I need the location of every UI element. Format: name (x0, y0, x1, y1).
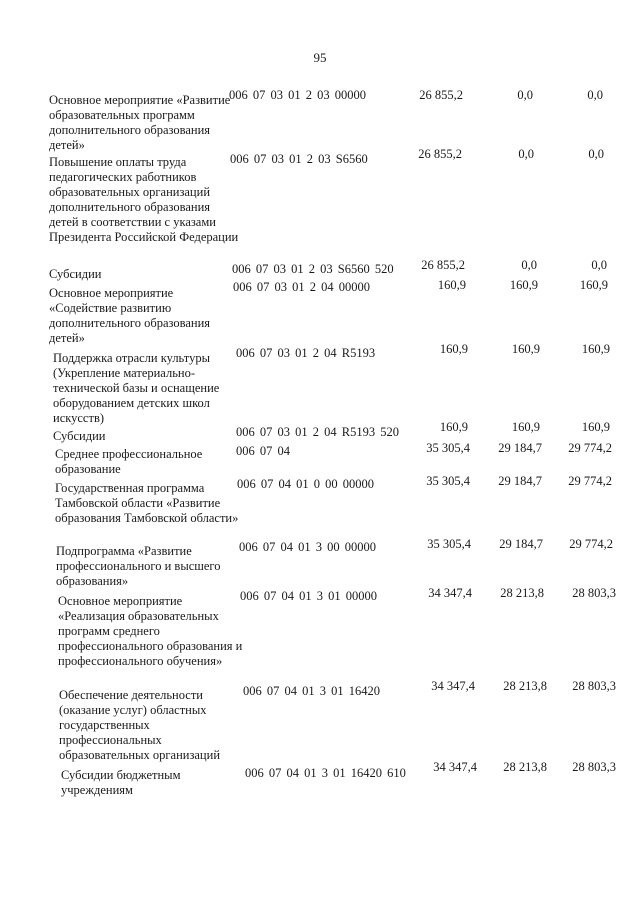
row-value-1: 26 855,2 (419, 88, 463, 102)
row-value-2: 29 184,7 (498, 474, 542, 488)
page-number: 95 (313, 50, 327, 65)
row-value-1: 160,9 (439, 420, 468, 434)
row-value-1: 26 855,2 (421, 258, 465, 272)
row-value-3: 160,9 (581, 342, 610, 356)
row-value-2: 29 184,7 (498, 441, 542, 455)
row-code: 006 07 03 01 2 03 S6560 (230, 152, 368, 166)
row-value-1: 34 347,4 (428, 586, 472, 600)
row-value-3: 29 774,2 (568, 441, 612, 455)
row-value-3: 28 803,3 (572, 586, 616, 600)
row-value-1: 35 305,4 (426, 474, 470, 488)
row-value-1: 35 305,4 (426, 441, 470, 455)
row-value-1: 34 347,4 (431, 679, 475, 693)
row-code: 006 07 04 01 3 01 00000 (240, 589, 377, 603)
row-code: 006 07 03 01 2 03 S6560 520 (232, 262, 394, 276)
row-name: Субсидии бюджетным учреждениям (61, 768, 181, 797)
row-name: Субсидии (53, 429, 106, 443)
row-value-2: 160,9 (511, 420, 540, 434)
row-code: 006 07 04 01 3 00 00000 (239, 540, 376, 554)
row-value-3: 28 803,3 (572, 679, 616, 693)
row-value-1: 160,9 (437, 278, 466, 292)
row-value-1: 35 305,4 (427, 537, 471, 551)
row-code: 006 07 03 01 2 04 R5193 520 (236, 425, 399, 439)
row-name: Основное мероприятие «Развитие образовательных программ дополнительного образования детей» (49, 93, 231, 152)
row-value-1: 160,9 (439, 342, 468, 356)
row-code: 006 07 03 01 2 04 R5193 (236, 346, 376, 360)
row-value-3: 28 803,3 (572, 760, 616, 774)
row-code: 006 07 04 (236, 444, 290, 458)
row-code: 006 07 04 01 0 00 00000 (237, 477, 374, 491)
row-value-2: 29 184,7 (499, 537, 543, 551)
row-value-3: 29 774,2 (569, 537, 613, 551)
row-code: 006 07 04 01 3 01 16420 (243, 684, 380, 698)
row-name: Государственная программа Тамбовской области «Развитие образования Тамбовской области» (55, 481, 239, 525)
row-value-2: 0,0 (521, 258, 537, 272)
row-value-3: 160,9 (579, 278, 608, 292)
row-value-3: 29 774,2 (568, 474, 612, 488)
row-name: Основное мероприятие «Реализация образовательных программ среднего профессионального образования и профессионального обучения» (58, 594, 243, 668)
row-name: Повышение оплаты труда педагогических работников образовательных организаций дополнительного образования детей в соответствии с указами Президента Российской Федерации (49, 155, 239, 244)
row-value-1: 26 855,2 (418, 147, 462, 161)
row-name: Среднее профессиональное образование (55, 447, 203, 476)
row-code: 006 07 03 01 2 04 00000 (233, 280, 370, 294)
row-value-3: 0,0 (587, 88, 603, 102)
row-name: Поддержка отрасли культуры (Укрепление материально-технической базы и оснащение оборудованием детских школ искусств) (53, 351, 220, 425)
row-value-3: 0,0 (591, 258, 607, 272)
row-value-3: 160,9 (581, 420, 610, 434)
row-value-2: 160,9 (511, 342, 540, 356)
row-name: Подпрограмма «Развитие профессионального и высшего образования» (56, 544, 221, 588)
row-value-2: 0,0 (517, 88, 533, 102)
row-value-1: 34 347,4 (433, 760, 477, 774)
row-name: Обеспечение деятельности (оказание услуг) областных государственных профессиональных образовательных организаций (59, 688, 221, 762)
row-code: 006 07 04 01 3 01 16420 610 (245, 766, 406, 780)
row-value-3: 0,0 (588, 147, 604, 161)
row-value-2: 28 213,8 (500, 586, 544, 600)
row-name: Основное мероприятие «Содействие развитию дополнительного образования детей» (49, 286, 211, 345)
row-value-2: 160,9 (509, 278, 538, 292)
row-name: Субсидии (49, 267, 102, 281)
row-value-2: 28 213,8 (503, 760, 547, 774)
row-code: 006 07 03 01 2 03 00000 (229, 88, 366, 102)
row-value-2: 0,0 (518, 147, 534, 161)
row-value-2: 28 213,8 (503, 679, 547, 693)
